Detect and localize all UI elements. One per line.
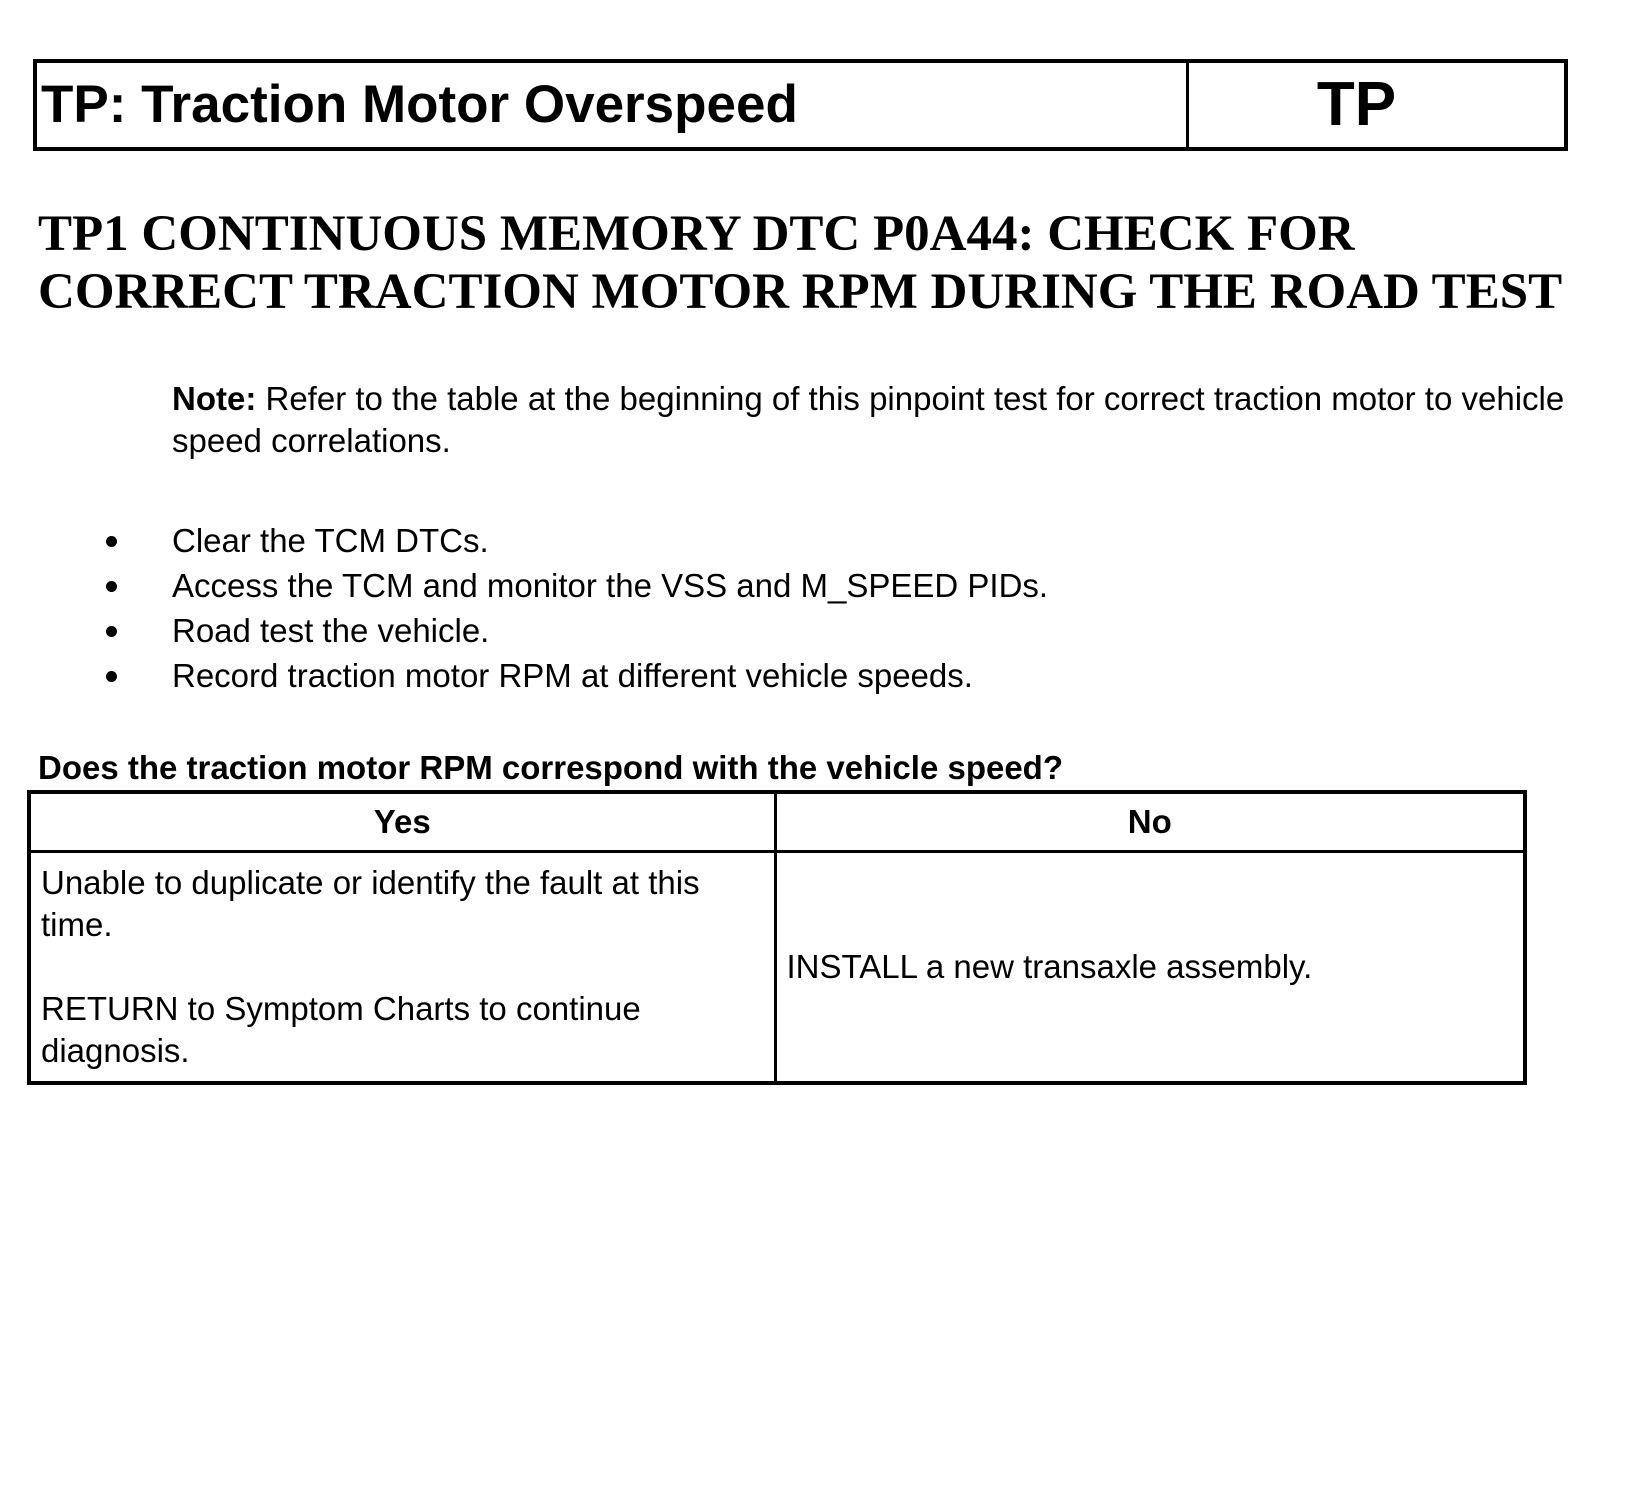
step-heading: TP1 CONTINUOUS MEMORY DTC P0A44: CHECK FOR CORRECT TRACTION MOTOR RPM DURING THE ROAD TEST [38,206,1563,320]
bullet-icon [106,536,117,547]
list-item-text: Clear the TCM DTCs. [172,522,489,559]
list-item-text: Record traction motor RPM at different vehicle speeds. [172,657,973,694]
no-cell: INSTALL a new transaxle assembly. [775,852,1525,1084]
bullet-icon [106,626,117,637]
yes-cell [29,852,775,1084]
bullet-icon [106,671,117,682]
note-text: Refer to the table at the beginning of this pinpoint test for correct traction motor to vehicle speed correlations. [172,380,1565,459]
answer-table [27,790,1527,1085]
list-item [100,518,1048,563]
question: Does the traction motor RPM correspond with the vehicle speed? [38,749,1063,786]
page-header [33,59,1568,151]
header-title: TP: Traction Motor Overspeed [37,63,1189,147]
yes-line: RETURN to Symptom Charts to continue diagnosis. [41,990,641,1069]
note [172,378,1632,462]
list-item [100,608,1048,653]
no-header: No [775,792,1525,852]
table-header-row [29,792,1525,852]
header-code: TP [1316,70,1397,139]
instruction-list [100,518,1048,698]
yes-line: Unable to duplicate or identify the fault at this time. [41,864,700,943]
table-row [29,852,1525,1084]
note-label: Note: [172,380,257,417]
yes-header: Yes [29,792,775,852]
list-item [100,563,1048,608]
bullet-icon [106,581,117,592]
list-item-text: Road test the vehicle. [172,612,490,649]
list-item-text: Access the TCM and monitor the VSS and M_SPEED PIDs. [172,567,1049,604]
list-item [100,653,1048,698]
